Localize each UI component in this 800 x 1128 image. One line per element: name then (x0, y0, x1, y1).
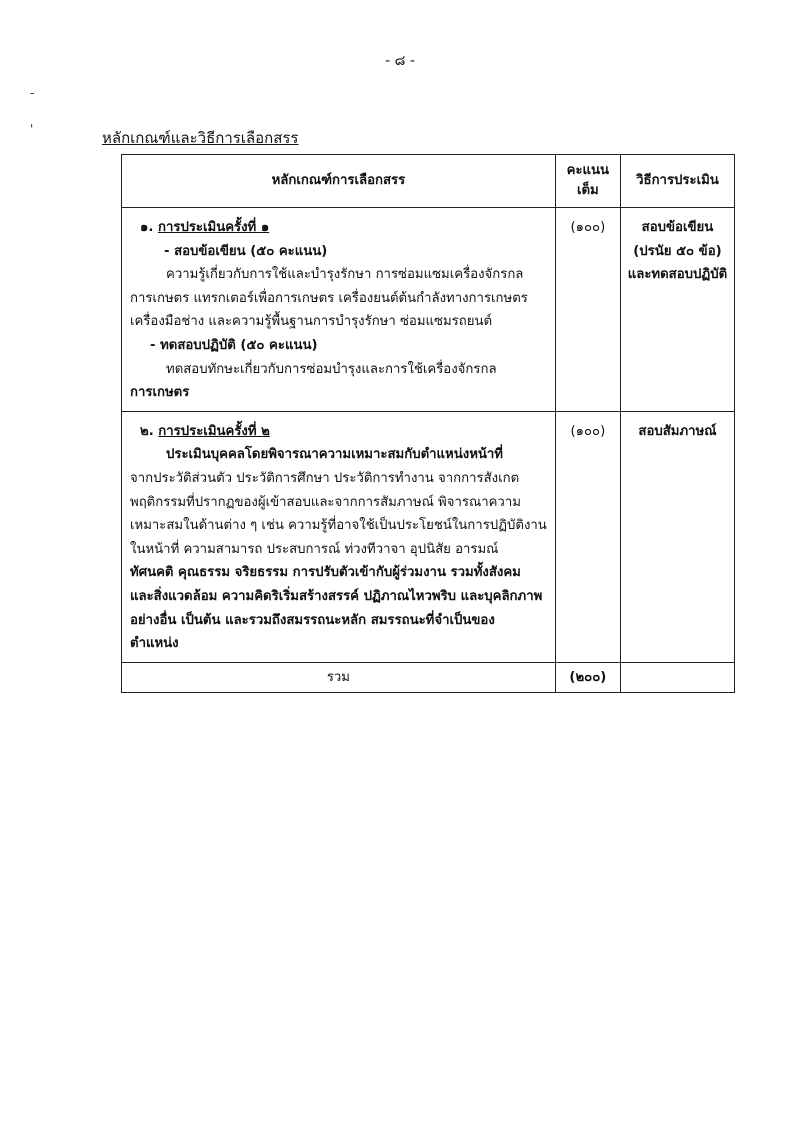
row1-sub1-title: - สอบข้อเขียน (๕๐ คะแนน) (164, 243, 328, 259)
table-total-row (122, 662, 735, 693)
row1-sub2-line: การเกษตร (130, 385, 190, 401)
row1-method-cell (620, 208, 734, 412)
header-score-line1: คะแนน (566, 163, 610, 178)
total-method-cell (620, 662, 734, 693)
row2-score: (๑๐๐) (570, 423, 606, 439)
header-criteria-label: หลักเกณฑ์การเลือกสรร (271, 173, 406, 189)
row2-number: ๒. (140, 423, 154, 439)
row1-sub1-line: ความรู้เกี่ยวกับการใช้และบำรุงรักษา การซ่อมแซมเครื่องจักรกล (166, 267, 524, 283)
row1-criteria (122, 208, 556, 412)
row2-line: พฤติกรรมที่ปรากฏของผู้เข้าสอบและจากการสัมภาษณ์ พิจารณาความ (130, 494, 521, 510)
row1-number: ๑. (140, 220, 154, 235)
row1-score: (๑๐๐) (570, 220, 606, 235)
header-method-label: วิธีการประเมิน (636, 173, 719, 189)
row1-sub1-line: เครื่องมือช่าง และความรู้พื้นฐานการบำรุงรักษา ซ่อมแซมรถยนต์ (130, 314, 493, 330)
row2-score-cell (555, 411, 620, 662)
row2-line: เหมาะสมในด้านต่าง ๆ เช่น ความรู้ที่อาจใช้เป็นประโยชน์ในการปฏิบัติงาน (130, 518, 547, 534)
table-row (122, 411, 735, 662)
row1-method-line: (ปรนัย ๕๐ ข้อ) (633, 243, 722, 259)
row2-line: อย่างอื่น เป็นต้น และรวมถึงสมรรถนะหลัก สมรรถนะที่จำเป็นของ (130, 612, 495, 628)
row1-title (130, 216, 547, 240)
row1-sub1-line: การเกษตร แทรกเตอร์เพื่อการเกษตร เครื่องยนต์ต้นกำลังทางการเกษตร (130, 290, 528, 306)
row2-method-cell (620, 411, 734, 662)
margin-mark: ' (30, 122, 34, 136)
page-number: - ๘ - (385, 53, 415, 69)
row2-line: ตำแหน่ง (130, 636, 179, 652)
row2-criteria (122, 411, 556, 662)
row1-sub2-title: - ทดสอบปฏิบัติ (๕๐ คะแนน) (150, 337, 318, 353)
margin-mark: - (30, 86, 35, 100)
row2-line: ในหน้าที่ ความสามารถ ประสบการณ์ ท่วงทีวาจา อุปนิสัย อารมณ์ (130, 541, 499, 557)
table-row (122, 208, 735, 412)
header-criteria (122, 155, 556, 208)
row2-line: และสิ่งแวดล้อม ความคิดริเริ่มสร้างสรรค์ ปฏิภาณไหวพริบ และบุคลิกภาพ (130, 588, 543, 604)
row1-title-text: การประเมินครั้งที่ ๑ (157, 220, 270, 235)
row2-line: ทัศนคติ คุณธรรม จริยธรรม การปรับตัวเข้ากับผู้ร่วมงาน รวมทั้งสังคม (130, 565, 521, 581)
header-score (555, 155, 620, 208)
row2-title-text: การประเมินครั้งที่ ๒ (158, 423, 270, 439)
table-header-row (122, 155, 735, 208)
criteria-table (121, 154, 735, 693)
row1-score-cell (555, 208, 620, 412)
section-heading: หลักเกณฑ์และวิธีการเลือกสรร (102, 129, 299, 147)
total-score: (๒๐๐) (555, 662, 620, 693)
row2-line: จากประวัติส่วนตัว ประวัติการศึกษา ประวัติการทำงาน จากการสังเกต (130, 470, 520, 486)
row1-method-line: และทดสอบปฏิบัติ (627, 267, 728, 283)
total-label: รวม (122, 662, 556, 693)
row2-method: สอบสัมภาษณ์ (638, 423, 717, 439)
header-score-line2: เต็ม (576, 183, 599, 198)
header-method (620, 155, 734, 208)
row2-title (130, 420, 547, 444)
row1-method-line: สอบข้อเขียน (641, 220, 714, 235)
row1-sub2-line: ทดสอบทักษะเกี่ยวกับการซ่อมบำรุงและการใช้เครื่องจักรกล (166, 361, 497, 377)
row2-line: ประเมินบุคคลโดยพิจารณาความเหมาะสมกับตำแหน่งหน้าที่ (166, 447, 503, 463)
